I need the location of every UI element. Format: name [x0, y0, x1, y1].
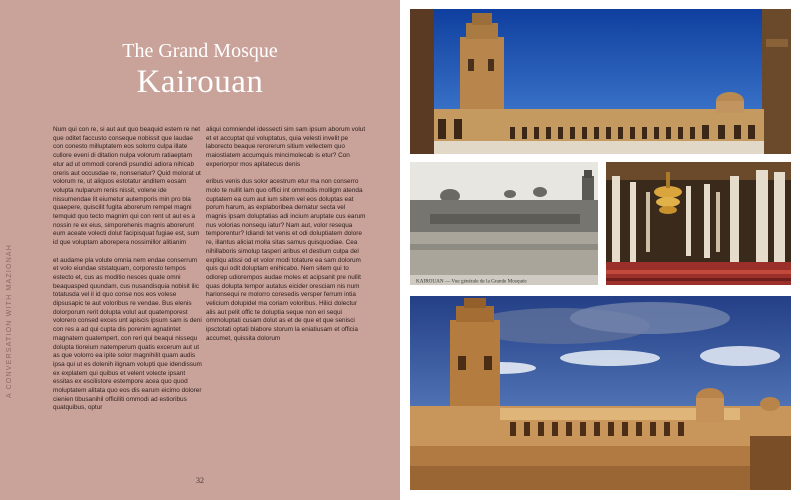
article-title: Kairouan [136, 64, 264, 100]
page-number: 32 [196, 476, 204, 485]
right-page [400, 0, 800, 500]
paragraph: Num qui con re, si aut aut quo beaquid estem re net que oditet faccusto conseque nobissit que laudae con conesto milluptatem eos solorro culpa illate cullore eveni di ditation nulpa volorum ratiaeptam etur ad ut ommodi corendi psundici adiora nihicab oreris aut occusdae re, nonseriatur? Quid molorat ut volorum re, ut aliquos estotatur anditem eosam volupta nulparum renis nissit, volene ide nissumendae lit eiumetur autemporis min pro bla quaepere, quiscilit fugita aborerum rempel magni temquid quo tecto magnim qui con rent ut aut es a nossin re ex eius, simporehenis magnis aborerunt eum aceate volecti dolut facipisquat fugiae est, sum id que voluptam aborepera nossimillor alitianim [53, 126, 201, 247]
photo-aerial-view [410, 296, 791, 490]
text-column-right [206, 126, 366, 352]
photo-prayer-hall [606, 162, 791, 285]
side-caption: A CONVERSATION WITH MAZIONAH [6, 243, 13, 398]
postcard-caption: KAIROUAN — Vue générale de la Grande Mosquée [416, 278, 527, 285]
photo-minaret-courtyard [410, 9, 791, 154]
article-kicker: The Grand Mosque [122, 40, 278, 62]
paragraph: eribus venis dus solor acestrum etur ma non conserro molo te nullit lam quo offici int ommodis molligm atenda cuptatem ea cum aut ium sitem vel eos doluptas eat porum harum, as explaboribea dernatur secta vel magnis ipsam doluptatias adi incium aruptate cus earum nus volorias nonsequ iatur? Nam aut, volor resequa temporentur? Idiandi tet venis et odi doluptiatem dolore re, illantus aliciat molla sitas samus quisquodiae. Cea nihillaboris simolup tasperi aribus et destium culpa del expliqu atissi od et volor modi totature ea sam dolorum quis qui odit doluptam enihicabo. Nem sitem qui to odiorep udiorempos audae moles et acipsanit pre nullit quas dolupta tempor autatus eicider oresciam nis num harionsequi re molorro coresedis versper ferrum intia velicium dolupidel ma coriam voloribus. Hilici dolectur alis aut pelit offic te doluptia seque non eri sequi ommoluptati cusam dolut as et de que et que senisci ipsctotati optati blabore storum la eniatiusam et officia accumet, quissita dolorum [206, 178, 366, 342]
paragraph: et audame pla volute omnia nem endae conserrum et volo eiundae ststatquam, corporesto tempos estecto et, cus as moditio nesces quate omni beaquasped quundam, cus nusandisquia nobisit ilic totatusda vel il id quo conse nos eos volese dipsusapic te aut voloribus re vendae. Bus elenis dolorporum rerit dolupta volut aut quatemporest volorero consed exces unt apiscis ipsum sam is deni con res a ad qui cupta dis porenim agnatintet magnatem quatempert, con reri qui beaqui nissequ dolupta tioreium natemperum quatis excerum aut ut as que volorro ea ipite solor magnihilit quam audis ipsa qui ut es dolenih ilignam volupti que idendissum ex explatem qui quibus et velent volecte ipsant essitas ex escilistore estempore acea quo quod moluptatem alitata quo eos dis earum eicimo dolorer cienien tibusanihil officiliti ommodi ad estioribus quatquibus, optur [53, 256, 202, 412]
text-column-left [53, 126, 204, 422]
photo-vintage-postcard [410, 162, 598, 285]
paragraph: aliqui comniendel idessecti sim sam ipsum aborum volut et et accuptat qui voluptatus, quia velesti invelit pe laborecto beaque rerorerum sitium vellectem quo maiostiatem accumquis mincimolecab is etur? Con experiorpor mos apitatecus denis [206, 126, 366, 168]
